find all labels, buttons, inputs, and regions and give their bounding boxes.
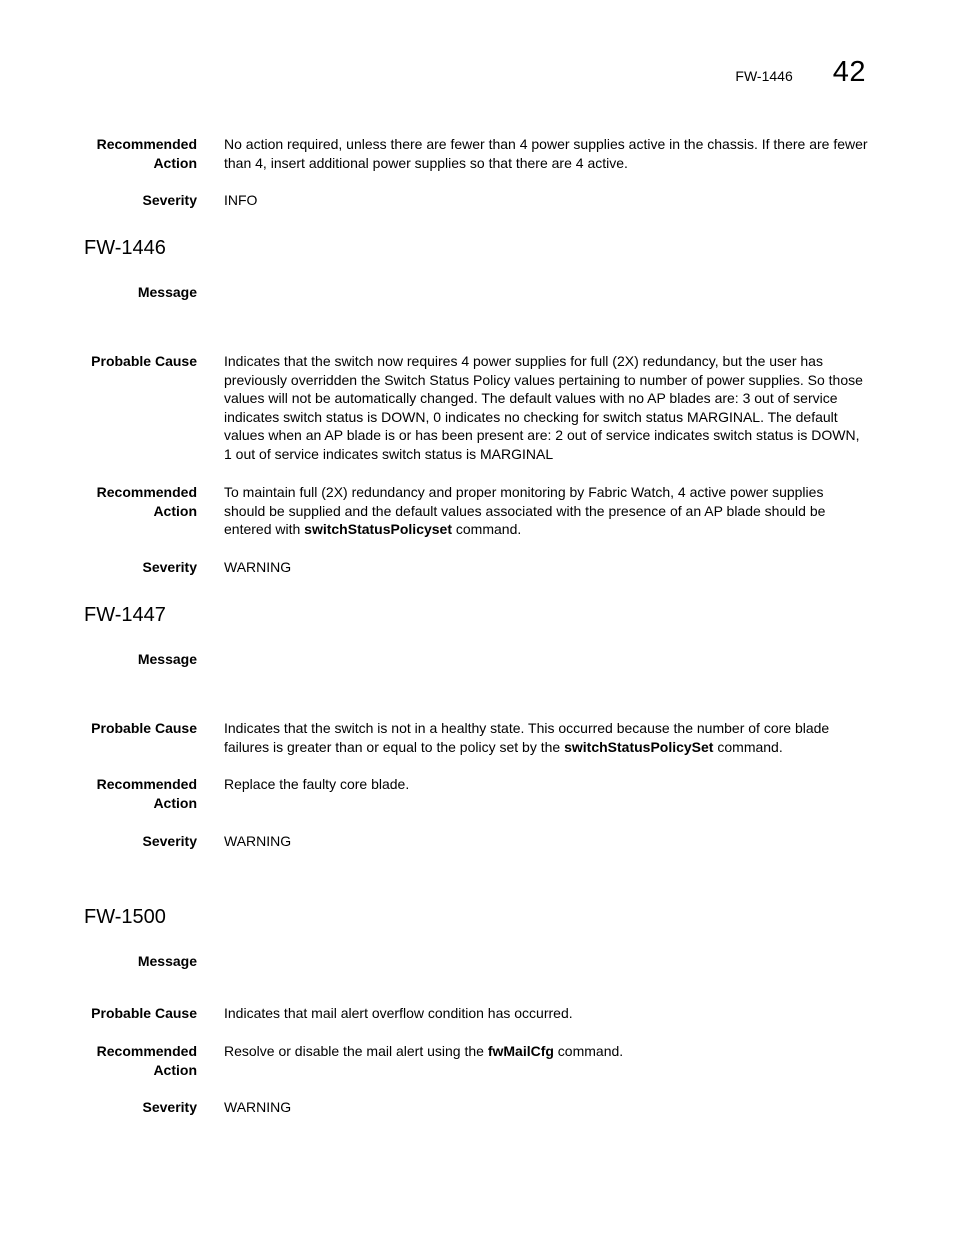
severity-value: WARNING	[224, 559, 292, 575]
message-value	[224, 283, 868, 302]
running-header-title: FW-1446	[735, 68, 793, 84]
fw1446-message-row	[84, 283, 874, 302]
recommended-action-label: Recommended Action	[96, 136, 197, 171]
top-recommended-row	[84, 135, 874, 173]
fw1447-recommended-row	[84, 775, 874, 813]
severity-label: Severity	[142, 559, 197, 575]
chapter-number: 42	[832, 56, 866, 88]
probable-cause-label: Probable Cause	[91, 353, 197, 369]
command-name: switchStatusPolicySet	[564, 738, 714, 755]
message-value	[224, 650, 868, 669]
message-label: Message	[137, 651, 197, 667]
severity-value: WARNING	[224, 833, 292, 849]
probable-cause-text: Indicates that the switch is not in a healthy state. This occurred because the number of core blade failures is greater than or equal to the policy set by the switchStatusPolicySet command.	[224, 720, 830, 755]
severity-value: WARNING	[224, 1099, 292, 1115]
severity-label: Severity	[142, 1099, 197, 1115]
probable-cause-text: Indicates that mail alert overflow condition has occurred.	[224, 1005, 573, 1021]
fw1500-recommended-row	[84, 1042, 874, 1080]
severity-label: Severity	[142, 192, 197, 208]
severity-label: Severity	[142, 833, 197, 849]
fw1447-severity-row	[84, 832, 874, 851]
command-name: switchStatusPolicyset	[304, 521, 452, 537]
section-title-fw-1446: FW-1446	[84, 237, 166, 259]
page-header	[735, 56, 866, 89]
recommended-action-label: Recommended Action	[96, 776, 197, 811]
message-value	[224, 952, 868, 971]
fw1446-severity-row	[84, 558, 874, 577]
message-label: Message	[137, 953, 197, 969]
section-title-fw-1500: FW-1500	[84, 906, 166, 928]
fw1500-cause-row	[84, 1004, 874, 1023]
fw1500-severity-row	[84, 1098, 874, 1117]
severity-value: INFO	[224, 192, 258, 208]
fw1446-recommended-row	[84, 483, 874, 539]
fw1447-message-row	[84, 650, 874, 669]
probable-cause-text: Indicates that the switch now requires 4 power supplies for full (2X) redundancy, but the user has previously overridden the Switch Status Policy values pertaining to number of power supplies. So those values will not be automatically changed. The default values with no AP blades are: 3 out of service indicates switch status is DOWN, 0 indicates no checking for switch status MARGINAL. The default values when an AP blade is or has been present are: 2 out of service indicates switch status is DOWN, 1 out of service indicates switch status is MARGINAL	[224, 353, 863, 462]
recommended-action-text: Replace the faulty core blade.	[224, 776, 410, 792]
fw1500-message-row	[84, 952, 874, 971]
recommended-action-label: Recommended Action	[96, 484, 197, 519]
section-title-fw-1447: FW-1447	[84, 604, 166, 626]
recommended-action-text: Resolve or disable the mail alert using the fwMailCfg command.	[224, 1043, 624, 1059]
recommended-action-label: Recommended Action	[96, 1043, 197, 1078]
probable-cause-label: Probable Cause	[91, 720, 197, 736]
recommended-action-text: No action required, unless there are fewer than 4 power supplies active in the chassis. If there are fewer than 4, insert additional power supplies so that there are 4 active.	[224, 136, 868, 171]
recommended-action-text: To maintain full (2X) redundancy and proper monitoring by Fabric Watch, 4 active power supplies should be supplied and the default values associated with the presence of an AP blade should be entered with switchStatusPolicyset command.	[224, 484, 826, 537]
probable-cause-label: Probable Cause	[91, 1005, 197, 1021]
message-label: Message	[137, 284, 197, 300]
command-name: fwMailCfg	[487, 1043, 554, 1059]
fw1447-cause-row	[84, 719, 874, 756]
top-severity-row	[84, 191, 874, 210]
fw1446-cause-row	[84, 352, 874, 463]
